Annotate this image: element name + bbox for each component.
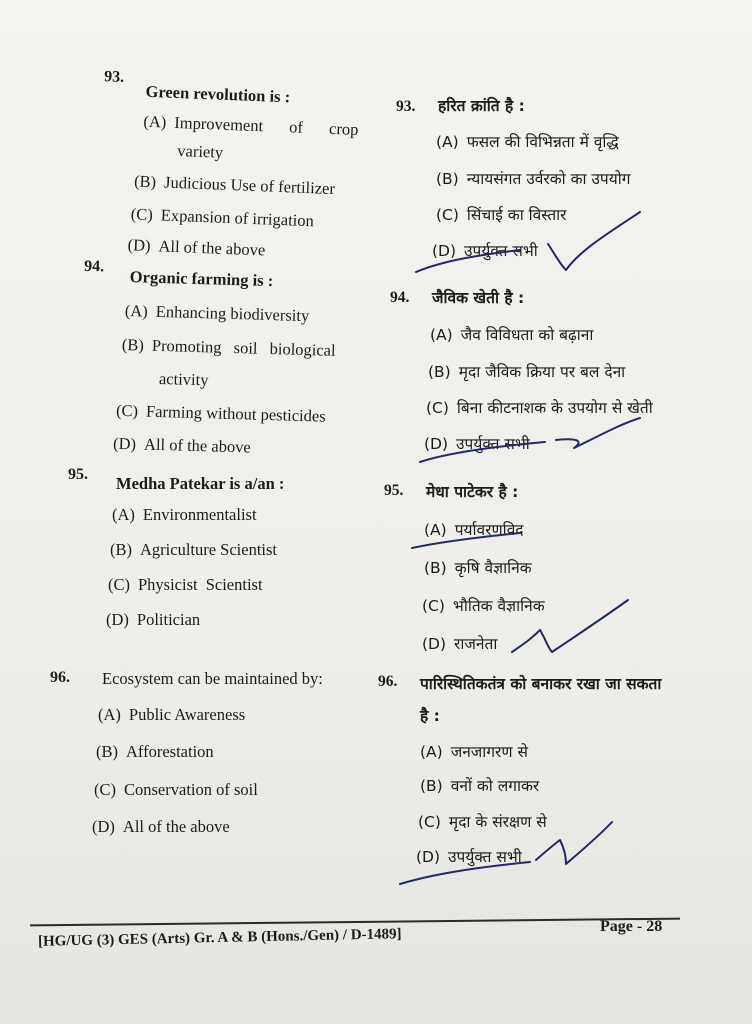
option-a: (A) फसल की विभिन्नता में वृद्धि	[436, 133, 619, 151]
question-text: Green revolution is :	[145, 81, 291, 107]
option-c: (C) मृदा के संरक्षण से	[418, 813, 547, 831]
option-b: (B) Agriculture Scientist	[110, 540, 278, 559]
option-c: (C) Expansion of irrigation	[130, 204, 315, 231]
tick-mark-q94	[556, 418, 640, 448]
option-c: (C) Conservation of soil	[94, 780, 258, 799]
option-b: (B) Afforestation	[96, 742, 214, 761]
question-text: Organic farming is :	[129, 267, 274, 291]
option-b-cont: activity	[158, 368, 209, 390]
question-number: 93.	[103, 68, 125, 86]
option-a: (A) जनजागरण से	[420, 743, 528, 761]
option-a: (A) Public Awareness	[98, 705, 246, 724]
question-number: 94.	[390, 289, 410, 306]
paper-code: [HG/UG (3) GES (Arts) Gr. A & B (Hons./Gen) / D-1489]	[37, 926, 402, 950]
question-text: जैविक खेती है :	[432, 289, 525, 307]
option-b: (B) मृदा जैविक क्रिया पर बल देना	[428, 363, 626, 381]
option-a: (A) जैव विविधता को बढ़ाना	[430, 326, 594, 344]
question-number: 94.	[83, 257, 105, 276]
option-d: (D) उपर्युक्त सभी	[424, 435, 530, 453]
option-c: (C) Physicist Scientist	[108, 575, 263, 594]
tick-mark-q96	[536, 822, 612, 864]
option-c: (C) भौतिक वैज्ञानिक	[422, 597, 545, 615]
option-b: (B) Promoting soil biological	[121, 334, 336, 360]
question-text: Ecosystem can be maintained by:	[102, 669, 323, 688]
question-number: 95.	[68, 466, 88, 483]
option-c: (C) बिना कीटनाशक के उपयोग से खेती	[426, 399, 653, 417]
option-a: (A) Improvement of crop	[143, 111, 359, 139]
question-number: 93.	[396, 98, 416, 115]
option-c: (C) सिंचाई का विस्तार	[436, 206, 567, 224]
option-b: (B) न्यायसंगत उर्वरको का उपयोग	[436, 170, 631, 188]
option-b: (B) Judicious Use of fertilizer	[133, 171, 336, 199]
question-number: 95.	[384, 482, 404, 499]
question-text-cont: है :	[420, 707, 440, 725]
option-a: (A) Environmentalist	[112, 505, 257, 524]
option-d: (D) उपर्युक्त सभी	[432, 242, 538, 260]
option-d: (D) All of the above	[127, 235, 266, 260]
option-d: (D) उपर्युक्त सभी	[416, 848, 522, 866]
page-number: Page - 28	[600, 918, 663, 935]
option-d: (D) All of the above	[92, 817, 230, 836]
question-text: हरित क्रांति है :	[438, 97, 525, 115]
question-number: 96.	[378, 673, 398, 690]
option-b: (B) वनों को लगाकर	[420, 777, 540, 795]
option-d: (D) All of the above	[112, 433, 252, 457]
option-d: (D) Politician	[106, 610, 201, 629]
option-c: (C) Farming without pesticides	[115, 400, 326, 426]
question-text: Medha Patekar is a/an :	[116, 474, 285, 493]
option-d: (D) राजनेता	[422, 635, 498, 653]
option-a-cont: variety	[176, 141, 224, 162]
option-b: (B) कृषि वैज्ञानिक	[424, 559, 532, 577]
question-text: पारिस्थितिकतंत्र को बनाकर रखा जा सकता	[420, 675, 662, 693]
option-a: (A) Enhancing biodiversity	[124, 300, 310, 326]
question-text: मेधा पाटेकर है :	[426, 483, 519, 501]
option-a: (A) पर्यावरणविद	[424, 521, 524, 539]
question-number: 96.	[50, 669, 70, 686]
footer-rule	[30, 918, 680, 927]
